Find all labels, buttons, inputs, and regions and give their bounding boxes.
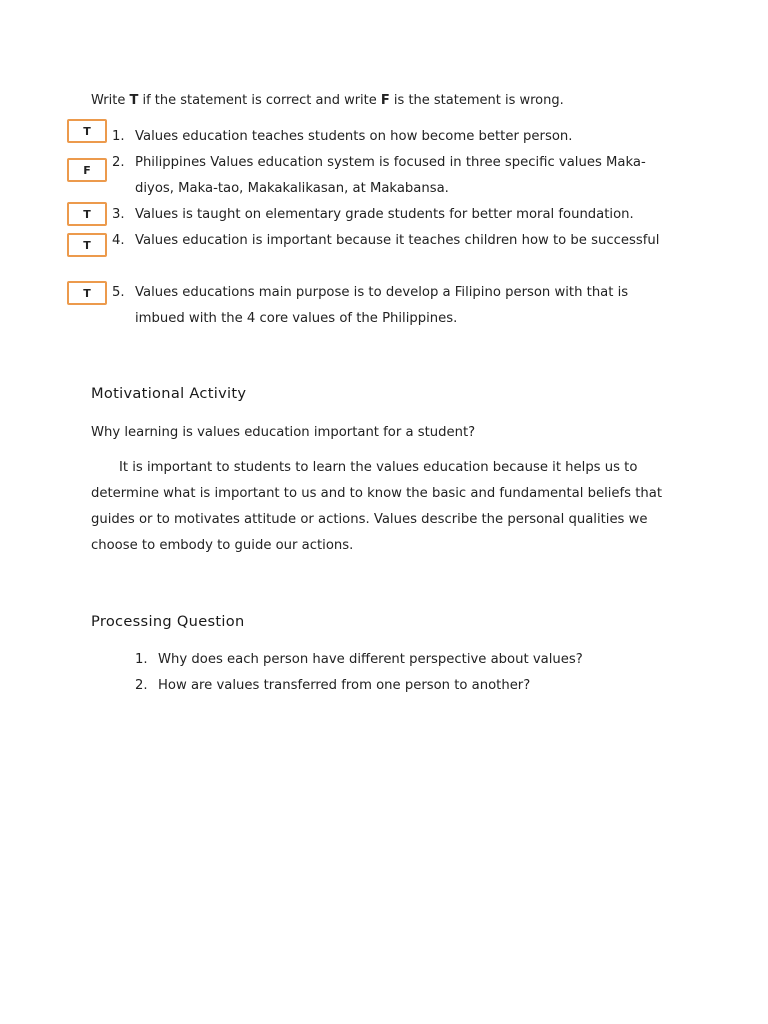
instructions-bold-f: F bbox=[380, 93, 390, 108]
statement-text: Values educations main purpose is to develop a Filipino person with that is imbued with the 4 core values of the Philippines. bbox=[135, 285, 629, 326]
answer-box-3[interactable]: T bbox=[67, 202, 107, 226]
answer-box-2[interactable]: F bbox=[67, 158, 107, 182]
statement-text: Philippines Values education system is focused in three specific values Maka-diyos, Maka-tao, Makakalikasan, at Makabansa. bbox=[135, 155, 646, 196]
question-number: 2. bbox=[135, 678, 148, 693]
answer-box-4[interactable]: T bbox=[67, 233, 107, 257]
statement-5 bbox=[112, 280, 672, 332]
statement-1 bbox=[112, 124, 672, 150]
statement-number: 2. bbox=[112, 155, 125, 170]
instructions-bold-t: T bbox=[129, 93, 139, 108]
processing-question-1 bbox=[135, 647, 695, 673]
instructions-part-3: is the statement is wrong. bbox=[389, 93, 564, 108]
instructions-part-2: if the statement is correct and write bbox=[138, 93, 381, 108]
statement-4 bbox=[112, 228, 672, 254]
instructions bbox=[91, 92, 564, 110]
question-text: Why does each person have different perspective about values? bbox=[158, 652, 583, 667]
motivational-answer bbox=[91, 455, 681, 559]
statement-2 bbox=[112, 150, 672, 202]
motivational-heading: Motivational Activity bbox=[91, 385, 247, 402]
statement-text: Values is taught on elementary grade students for better moral foundation. bbox=[135, 207, 634, 222]
statement-text: Values education is important because it teaches children how to be successful bbox=[135, 233, 660, 248]
statement-3 bbox=[112, 202, 672, 228]
motivational-answer-text: It is important to students to learn the values education because it helps us to determine what is important to us and to know the basic and fundamental beliefs that guides or to motivates attitude or actions. Values describe the personal qualities we choose to embody to guide our actions. bbox=[91, 460, 663, 553]
instructions-part-1: Write bbox=[91, 93, 130, 108]
answer-box-1[interactable]: T bbox=[67, 119, 107, 143]
statement-number: 3. bbox=[112, 207, 125, 222]
statement-number: 5. bbox=[112, 285, 125, 300]
question-number: 1. bbox=[135, 652, 148, 667]
processing-question-2 bbox=[135, 673, 695, 699]
question-text: How are values transferred from one person to another? bbox=[158, 678, 531, 693]
statement-number: 4. bbox=[112, 233, 125, 248]
statement-text: Values education teaches students on how become better person. bbox=[135, 129, 573, 144]
statement-number: 1. bbox=[112, 129, 125, 144]
motivational-question: Why learning is values education important for a student? bbox=[91, 425, 476, 440]
processing-heading: Processing Question bbox=[91, 613, 245, 630]
answer-box-5[interactable]: T bbox=[67, 281, 107, 305]
